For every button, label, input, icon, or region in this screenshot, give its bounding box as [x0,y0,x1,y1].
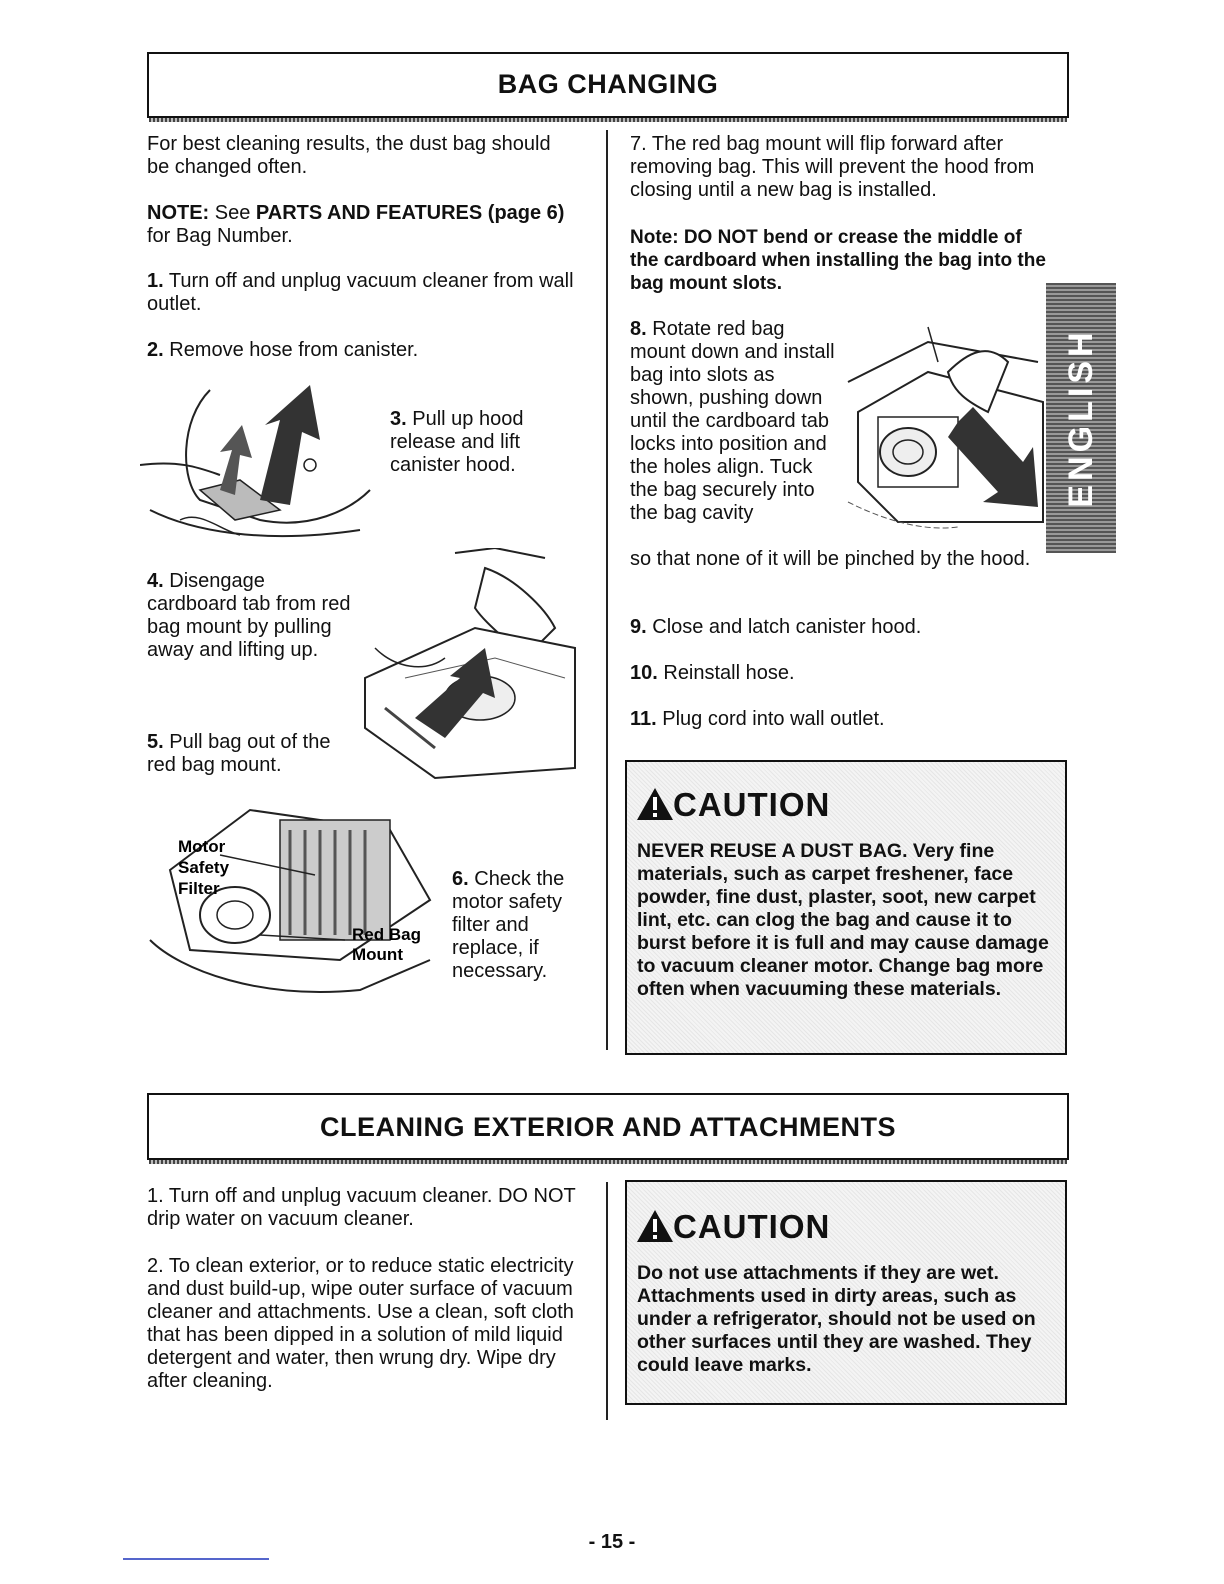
warning-triangle-icon [635,1208,675,1244]
step-4: 4. Disengage cardboard tab from red bag mount by pulling away and lifting up. [147,570,351,661]
cleaning-step-2: 2. To clean exterior, or to reduce static electricity and dust build-up, wipe outer surface of vacuum cleaner and attachments. Use a clean, soft cloth that has been dipped in a solution of mild liquid detergent and water, then wrung dry. Wipe dry after cleaning. [147,1255,574,1392]
label-mount: Mount [352,945,403,964]
label-motor: Motor [178,837,226,856]
caution-box-bag [625,760,1067,1055]
intro-text: For best cleaning results, the dust bag should be changed often. [147,133,551,178]
label-filter: Filter [178,879,220,898]
cleaning-step-1: 1. Turn off and unplug vacuum cleaner. DO NOT drip water on vacuum cleaner. [147,1185,576,1230]
caution-body: NEVER REUSE A DUST BAG. Very fine materials, such as carpet freshener, face powder, fine dust, plaster, soot, new carpet lint, etc. can clog the bag and cause it to burst before it is full and may cause damage to vacuum cleaner motor. Change bag more often when vacuuming these materials. [637,840,1049,1000]
label-red-bag: Red Bag [352,925,421,944]
caution-box-attachments [625,1180,1067,1405]
page-number: - 15 - [588,1531,636,1553]
step-5: 5. Pull bag out of the red bag mount. [147,731,331,776]
language-tab [1046,283,1116,553]
step-7: 7. The red bag mount will flip forward after removing bag. This will prevent the hood from closing until a new bag is installed. [630,133,1035,201]
column-divider-cleaning [606,1182,608,1420]
note-parts: NOTE: See PARTS AND FEATURES (page 6) for Bag Number. [147,202,565,247]
caution-title: CAUTION [673,786,831,823]
caution-body: Do not use attachments if they are wet. Attachments used in dirty areas, such as under a refrigerator, should not be used on other surfaces until they are washed. They could leave marks. [637,1262,1036,1376]
step-8: 8. Rotate red bag mount down and install bag into slots as shown, pushing down until the cardboard tab locks into position and the holes align. Tuck the bag securely into the bag cavity [630,318,835,524]
label-safety: Safety [178,858,230,877]
warning-triangle-icon [635,786,675,822]
disengage-tab-illustration [345,548,585,788]
language-tab-label: ENGLISH [1062,328,1100,508]
step-6: 6. Check the motor safety filter and replace, if necessary. [452,868,565,982]
step-2: 2. Remove hose from canister. [147,339,419,361]
step-9: 9. Close and latch canister hood. [630,616,922,638]
step-1: 1. Turn off and unplug vacuum cleaner from wall outlet. [147,270,574,315]
step-10: 10. Reinstall hose. [630,662,795,684]
install-bag-illustration [838,322,1048,542]
hood-release-illustration [140,380,380,560]
caution-title: CAUTION [673,1208,831,1245]
note-do-not-bend: Note: DO NOT bend or crease the middle of the cardboard when installing the bag into the bag mount slots. [630,227,1046,294]
section-title-bag-changing: BAG CHANGING [147,52,1069,118]
footer-rule [123,1558,269,1560]
section-title-cleaning: CLEANING EXTERIOR AND ATTACHMENTS [147,1093,1069,1160]
step-3: 3. Pull up hood release and lift canister hood. [390,408,524,476]
motor-filter-illustration [140,770,440,1030]
column-divider [606,130,608,1050]
step-8-continued: so that none of it will be pinched by the hood. [630,548,1031,570]
step-11: 11. Plug cord into wall outlet. [630,708,885,730]
